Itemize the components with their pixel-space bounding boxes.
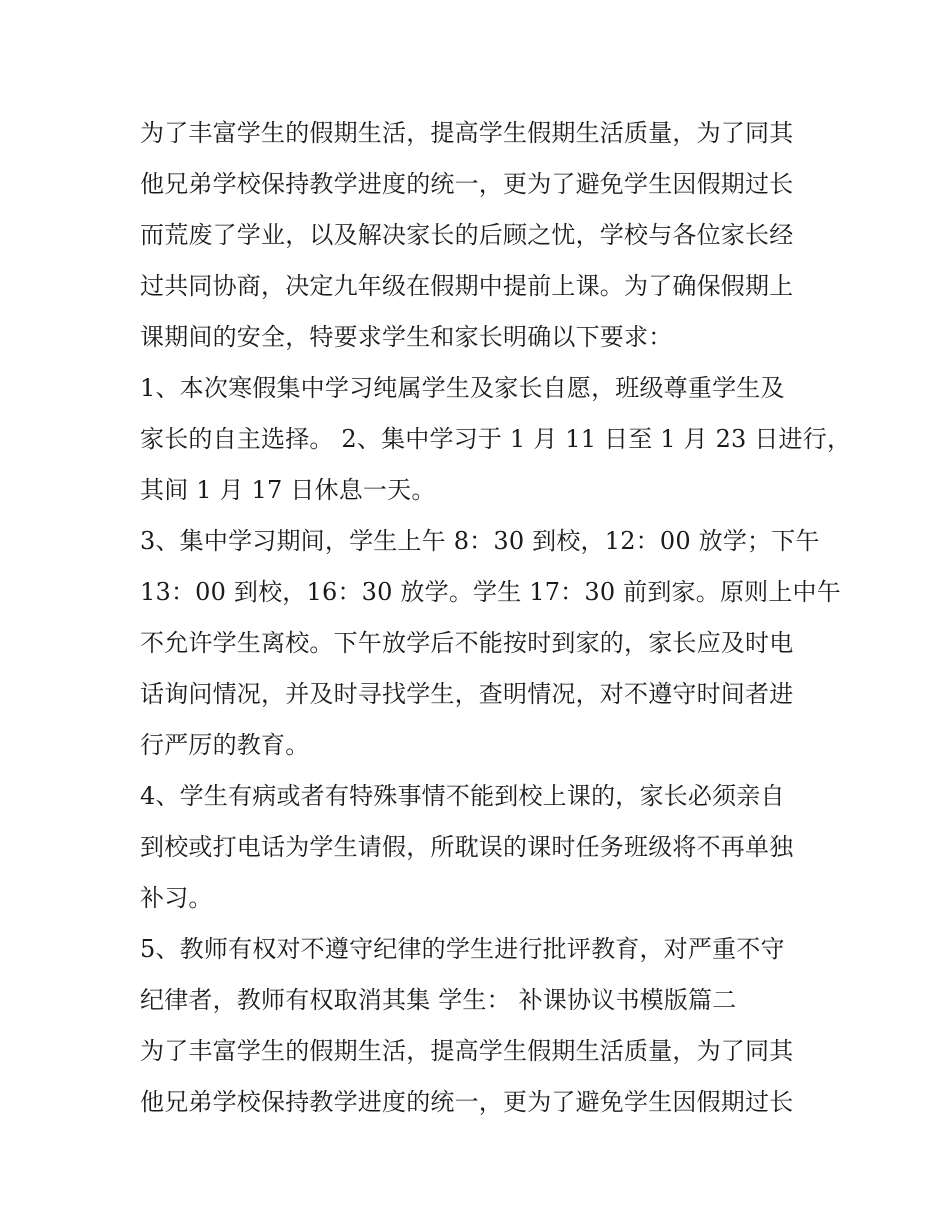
text-line: 不允许学生离校。下午放学后不能按时到家的，家长应及时电: [140, 629, 794, 657]
text-line: 行严厉的教育。: [140, 731, 310, 759]
text-line: 他兄弟学校保持教学进度的统一，更为了避免学生因假期过长: [140, 170, 794, 198]
document-page: [140, 108, 852, 1128]
text-line: 纪律者，教师有权取消其集 学生： 补课协议书模版篇二: [140, 986, 737, 1014]
text-line: 话询问情况，并及时寻找学生，查明情况，对不遵守时间者进: [140, 680, 794, 708]
text-line: 4、学生有病或者有特殊事情不能到校上课的，家长必须亲自: [140, 782, 785, 810]
text-line: 补习。: [140, 884, 213, 912]
text-line: 3、集中学习期间，学生上午 8：30 到校，12：00 放学；下午: [140, 527, 820, 555]
text-line: 课期间的安全，特要求学生和家长明确以下要求：: [140, 323, 673, 351]
text-line: 而荒废了学业，以及解决家长的后顾之忧，学校与各位家长经: [140, 221, 794, 249]
text-line: 其间 1 月 17 日休息一天。: [140, 476, 436, 504]
text-line: 为了丰富学生的假期生活，提高学生假期生活质量，为了同其: [140, 119, 794, 147]
text-line: 13：00 到校，16：30 放学。学生 17：30 前到家。原则上中午: [140, 578, 841, 606]
text-line: 过共同协商，决定九年级在假期中提前上课。为了确保假期上: [140, 272, 794, 300]
text-line: 5、教师有权对不遵守纪律的学生进行批评教育，对严重不守: [140, 935, 785, 963]
text-line: 1、本次寒假集中学习纯属学生及家长自愿，班级尊重学生及: [140, 374, 785, 402]
text-line: 家长的自主选择。 2、集中学习于 1 月 11 日至 1 月 23 日进行，: [140, 425, 852, 453]
text-line: 为了丰富学生的假期生活，提高学生假期生活质量，为了同其: [140, 1037, 794, 1065]
text-line: 到校或打电话为学生请假，所耽误的课时任务班级将不再单独: [140, 833, 794, 861]
text-line: 他兄弟学校保持教学进度的统一，更为了避免学生因假期过长: [140, 1088, 794, 1116]
